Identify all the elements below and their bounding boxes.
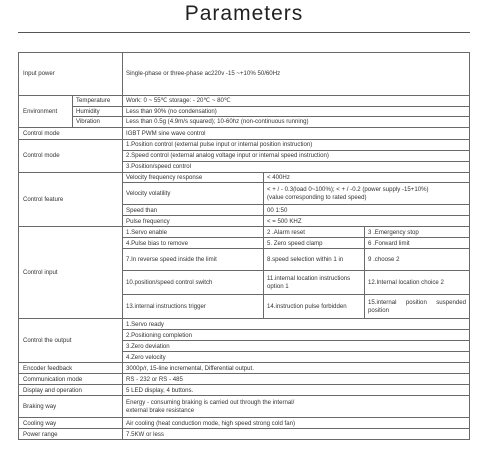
feature-name: Speed than [123,205,264,216]
control-input-cell: 13.internal instructions trigger [123,295,264,319]
encoder-feedback-label: Encoder feedback [19,363,123,374]
row-environment-humidity [19,106,470,117]
control-mode-label: Control mode [19,127,123,139]
feature-value [264,183,470,205]
control-input-cell: 2 .Alarm reset [264,227,365,238]
temperature-value: Work: 0 ~ 55℃ storage: - 20℃ ~ 80℃ [123,96,470,107]
title-underline [18,32,470,33]
power-range-value: 7.5KW or less [123,429,470,440]
communication-mode-value: RS - 232 or RS - 485 [123,374,470,385]
feature-value-line: (value corresponding to rated speed) [267,193,367,201]
feature-value: < = 500 KHZ [264,216,470,227]
feature-value-line: < + / - 0.3(load 0~100%); < + / -0.2 (power supply -15+10%) [267,186,429,194]
control-output-item: 3.Zero deviation [123,341,470,352]
control-input-cell: 5. Zero speed clamp [264,238,365,249]
encoder-feedback-value: 3000p/r, 15-line incremental, Differential output. [123,363,470,374]
input-power-value: Single-phase or three-phase ac220v -15 ~+10% 50/60Hz [123,53,470,96]
power-range-label: Power range [19,429,123,440]
control-input-cell: 12.Internal location choice 2 [365,271,470,295]
control-input-cell: 1.Servo enable [123,227,264,238]
braking-way-label: Braking way [19,396,123,418]
control-mode-item: 1.Position control (external pulse input or internal position instruction) [123,139,470,150]
temperature-label: Temperature [73,96,123,107]
control-mode-item: 3.Position/speed control [123,161,470,172]
control-input-cell: 7.In reverse speed inside the limit [123,249,264,271]
display-operation-value: 5 LED display, 4 buttons. [123,385,470,396]
vibration-value: Less than 0.5g (4.9m/s squared); 10-60hz (non-continuous running) [123,117,470,128]
row-cooling-way [19,418,470,429]
control-feature-label: Control feature [19,172,123,227]
row-braking-way [19,396,470,418]
row-display-operation [19,385,470,396]
control-input-cell: 4.Pulse bias to remove [123,238,264,249]
control-output-label: Control the output [19,319,123,363]
page-title: Parameters [184,2,304,25]
row-control-feature-1 [19,172,470,183]
cooling-way-value: Air cooling (heat conduction mode, high speed strong cold fan) [123,418,470,429]
control-output-item: 2.Positioning completion [123,330,470,341]
communication-mode-label: Communication mode [19,374,123,385]
control-input-label: Control input [19,227,123,319]
control-output-item: 4.Zero velocity [123,352,470,363]
row-environment-temperature [19,96,470,107]
row-control-mode-2 [19,139,470,150]
control-input-cell: 3 .Emergency stop [365,227,470,238]
control-input-cell: 14.instruction pulse forbidden [264,295,365,319]
row-control-output-1 [19,319,470,330]
control-input-cell: 8.speed selection within 1 in [264,249,365,271]
row-power-range [19,429,470,440]
row-input-power [19,53,470,96]
display-operation-label: Display and operation [19,385,123,396]
feature-name: Velocity volatility [123,183,264,205]
humidity-value: Less than 90% (no condensation) [123,106,470,117]
braking-way-line: Energy - consuming braking is carried out through the internal/ [126,399,295,407]
control-input-cell: 11.internal location instructions option 1 [264,271,365,295]
row-control-input-1 [19,227,470,238]
control-mode-2-label: Control mode [19,139,123,172]
row-communication-mode [19,374,470,385]
control-output-item: 1.Servo ready [123,319,470,330]
control-input-cell: 9 .choose 2 [365,249,470,271]
feature-value: 00 1:50 [264,205,470,216]
control-mode-value: IGBT PWM sine wave control [123,127,470,139]
humidity-label: Humidity [73,106,123,117]
braking-way-value [123,396,470,418]
row-control-mode-1 [19,127,470,139]
feature-name: Velocity frequency response [123,172,264,183]
braking-way-line: external brake resistance [126,406,195,414]
cooling-way-label: Cooling way [19,418,123,429]
control-mode-item: 2.Speed control (external analog voltage input or internal speed instruction) [123,150,470,161]
input-power-label: Input power [19,53,123,96]
environment-label: Environment [19,96,73,128]
feature-name: Pulse frequency [123,216,264,227]
control-input-cell: 10.position/speed control switch [123,271,264,295]
control-input-cell: 15.internal position suspended position [365,295,470,319]
row-encoder-feedback [19,363,470,374]
parameters-table [18,52,470,440]
vibration-label: Vibration [73,117,123,128]
page-header [0,0,488,40]
row-environment-vibration [19,117,470,128]
control-input-cell: 6 .Forward limit [365,238,470,249]
feature-value: < 400Hz [264,172,470,183]
